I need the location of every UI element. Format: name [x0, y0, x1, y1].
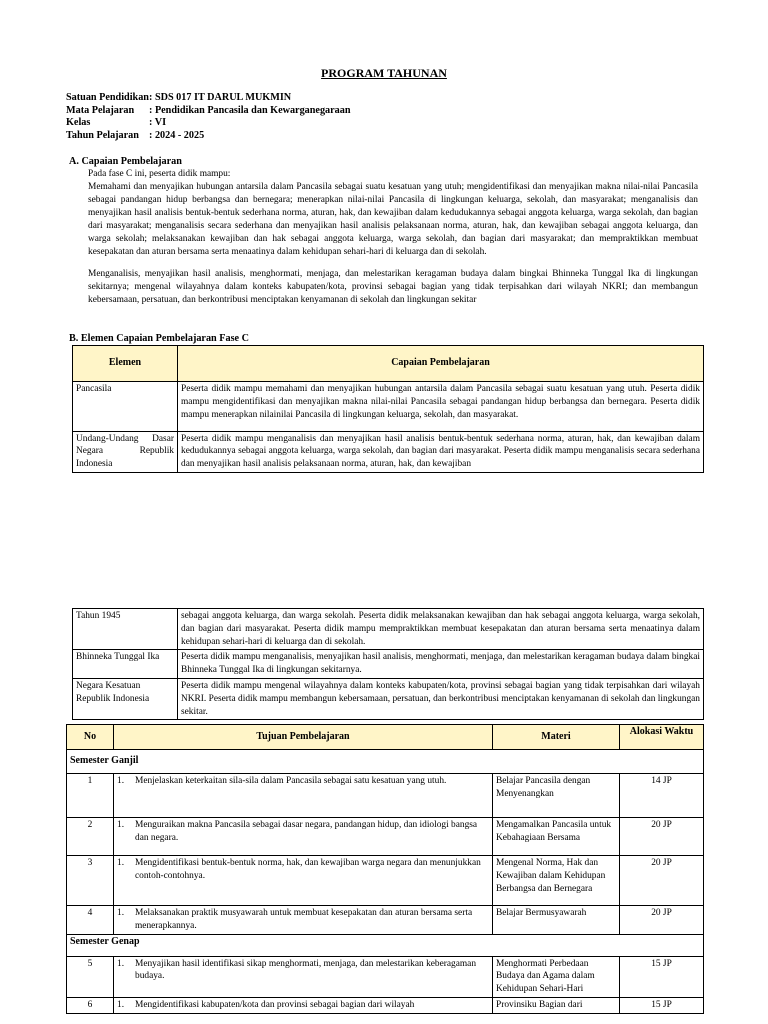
- elemen-cell: Pancasila: [73, 382, 178, 432]
- table-row: [73, 382, 704, 432]
- table-row: [67, 906, 704, 935]
- identity-label: Tahun Pelajaran: [66, 129, 139, 141]
- capaian-cell: sebagai anggota keluarga, dan warga sekolah. Peserta didik melaksanakan kewajiban dan hak sebagai anggota keluarga, warga sekolah, dan bagian dari masyarakat. Peserta didik mampu mempraktikkan membuat kesepakatan dan aturan bersama serta menaatinya dalam kehidupan sehari-hari di keluarga dan di sekolah.: [178, 609, 704, 650]
- elemen-cell: Negara Kesatuan Republik Indonesia: [73, 678, 178, 719]
- elemen-table-page-1: [72, 345, 704, 473]
- col-header-alokasi: Alokasi Waktu: [620, 725, 704, 750]
- tp-number: 1.: [117, 908, 125, 918]
- tujuan-cell: [114, 906, 493, 935]
- capaian-cell: Peserta didik mampu memahami dan menyajikan hubungan antarsila dalam Pancasila sebagai suatu kesatuan yang utuh. Peserta didik mampu mengidentifikasi dan menyajikan makna nilai-nilai Pancasila sebagai pandangan hidup berbangsa dan bernegara. Peserta didik mampu menerapkan nilainilai Pancasila di lingkungan keluarga, sekolah, dan masyarakat.: [178, 382, 704, 432]
- tp-number: 1.: [117, 776, 125, 786]
- semester-genap-label: Semester Genap: [67, 934, 704, 956]
- elemen-cell: Tahun 1945: [73, 609, 178, 650]
- materi-cell: Mengamalkan Pancasila untuk Kebahagiaan Bersama: [493, 818, 620, 856]
- identity-value: : 2024 - 2025: [149, 129, 205, 141]
- col-header-materi: Materi: [493, 725, 620, 750]
- materi-cell: Provinsiku Bagian dari: [493, 997, 620, 1013]
- table-row: [67, 818, 704, 856]
- elemen-cell: Bhinneka Tunggal Ika: [73, 650, 178, 679]
- materi-cell: Belajar Bermusyawarah: [493, 906, 620, 935]
- table-row: [67, 956, 704, 997]
- no-cell: 3: [67, 856, 114, 906]
- alokasi-cell: 15 JP: [620, 956, 704, 997]
- tp-text: Mengidentifikasi kabupaten/kota dan provinsi sebagai bagian dari wilayah: [135, 999, 415, 1010]
- col-header-tujuan: Tujuan Pembelajaran: [114, 725, 493, 750]
- section-a-intro: Pada fase C ini, peserta didik mampu:: [88, 169, 231, 179]
- identity-label: Satuan Pendidikan: [66, 92, 149, 103]
- table-row: [73, 431, 704, 472]
- tujuan-cell: [114, 774, 493, 818]
- materi-cell: Menghormati Perbedaan Budaya dan Agama dalam Kehidupan Sehari-Hari: [493, 956, 620, 997]
- table-row: [73, 609, 704, 650]
- section-a-paragraph-1: Memahami dan menyajikan hubungan antarsila dalam Pancasila sebagai suatu kesatuan yang utuh; mengidentifikasi dan menyajikan makna nilai-nilai Pancasila sebagai pandangan hidup berbangsa dan bernegara; menerapkan nilai-nilai Pancasila di lingkungan keluarga, sekolah, dan masyarakat; menganalisis dan menyajikan hasil analisis bentuk-bentuk sederhana norma, aturan, hak, dan kewajiban dalam kedudukannya sebagai anggota keluarga, warga sekolah, dan bagian dari masyarakat; menganalisis secara sederhana dan menyajikan hasil analisis pelaksanaan norma, aturan, hak, dan kewajiban sebagai anggota keluarga, dan warga sekolah; melaksanakan kewajiban dan hak sebagai anggota keluarga, warga sekolah, dan bagian dari masyarakat; dan mempraktikkan membuat kesepakatan dan aturan bersama serta menaatinya dalam kehidupan sehari-hari di keluarga dan di sekolah.: [88, 182, 698, 257]
- no-cell: 4: [67, 906, 114, 935]
- tujuan-cell: [114, 997, 493, 1013]
- capaian-cell: [178, 431, 704, 472]
- identity-label: Kelas: [66, 117, 91, 128]
- col-header-no: No: [67, 725, 114, 750]
- elemen-cell: Undang-Undang Dasar Negara Republik Indonesia: [73, 431, 178, 472]
- tp-text: Menguraikan makna Pancasila sebagai dasar negara, pandangan hidup, dan idiologi bangsa dan negara.: [135, 820, 478, 843]
- no-cell: 1: [67, 774, 114, 818]
- table-row: [73, 678, 704, 719]
- alokasi-cell: 15 JP: [620, 997, 704, 1013]
- tp-text: Melaksanakan praktik musyawarah untuk membuat kesepakatan dan aturan bersama serta menerapkannya.: [135, 908, 473, 931]
- table-row: [67, 774, 704, 818]
- identity-row: [66, 105, 351, 118]
- tp-number: 1.: [117, 820, 125, 830]
- materi-cell: Belajar Pancasila dengan Menyenangkan: [493, 774, 620, 818]
- identity-value: : SDS 017 IT DARUL MUKMIN: [149, 92, 292, 103]
- capaian-cell: Peserta didik mampu menganalisis, menyajikan hasil analisis, menghormati, menjaga, dan melestarikan keragaman budaya dalam bingkai Bhinneka Tunggal Ika di lingkungan sekitarnya.: [178, 650, 704, 679]
- capaian-text: Peserta didik mampu menganalisis dan menyajikan hasil analisis bentuk-bentuk sederhana norma, aturan, hak, dan kewajiban dalam kedudukannya sebagai anggota keluarga, warga sekolah, dan bagian dari masyarakat. Peserta didik mampu menganalisis secara sederhana dan menyajikan hasil analisis pelaksanaan norma, aturan, hak, dan kewajiban: [181, 433, 700, 470]
- tp-text: Menyajikan hasil identifikasi sikap menghormati, menjaga, dan melestarikan keberagaman budaya.: [135, 958, 477, 982]
- identity-row: [66, 117, 351, 130]
- page-title: PROGRAM TAHUNAN: [321, 66, 447, 80]
- program-table: [66, 724, 704, 1014]
- tp-number: 1.: [117, 958, 125, 969]
- tujuan-cell: [114, 818, 493, 856]
- col-header-elemen: Elemen: [73, 346, 178, 382]
- semester-ganjil-label: Semester Ganjil: [67, 750, 704, 774]
- identity-block: [66, 92, 351, 142]
- tp-number: 1.: [117, 858, 125, 868]
- identity-row: [66, 130, 351, 143]
- identity-value: : Pendidikan Pancasila dan Kewarganegaraan: [149, 104, 351, 116]
- table-row: [67, 856, 704, 906]
- alokasi-cell: 20 JP: [620, 906, 704, 935]
- tujuan-cell: [114, 956, 493, 997]
- table-row: [67, 997, 704, 1013]
- tp-number: 1.: [117, 999, 125, 1010]
- materi-cell: Mengenal Norma, Hak dan Kewajiban dalam Kehidupan Berbangsa dan Bernegara: [493, 856, 620, 906]
- section-b-heading: B. Elemen Capaian Pembelajaran Fase C: [69, 333, 249, 344]
- semester-row: [67, 750, 704, 774]
- semester-row: [67, 934, 704, 956]
- section-a-heading: A. Capaian Pembelajaran: [69, 156, 182, 167]
- tp-text: Mengidentifikasi bentuk-bentuk norma, hak, dan kewajiban warga negara dan menunjukkan contoh-contohnya.: [135, 858, 481, 881]
- tujuan-cell: [114, 856, 493, 906]
- identity-label: Mata Pelajaran: [66, 104, 135, 116]
- no-cell: 6: [67, 997, 114, 1013]
- identity-row: [66, 92, 351, 105]
- alokasi-cell: 20 JP: [620, 818, 704, 856]
- capaian-cell: Peserta didik mampu mengenal wilayahnya dalam konteks kabupaten/kota, provinsi sebagai bagian yang tidak terpisahkan dari wilayah NKRI. Peserta didik mampu membangun kebersamaan, persatuan, dan berkontribusi menciptakan kenyamanan di sekolah dan lingkungan sekitar.: [178, 678, 704, 719]
- tp-text: Menjelaskan keterkaitan sila-sila dalam Pancasila sebagai satu kesatuan yang utuh.: [135, 776, 447, 786]
- section-a-paragraph-2: Menganalisis, menyajikan hasil analisis, menghormati, menjaga, dan melestarikan keragaman budaya dalam bingkai Bhinneka Tunggal Ika di lingkungan sekitarnya; mengenal wilayahnya dalam konteks kabupaten/kota, provinsi sebagai bagian yang tidak terpisahkan dari wilayah NKRI; dan membangun kebersamaan, persatuan, dan berkontribusi menciptakan kenyamanan di sekolah dan lingkungan sekitar: [88, 269, 698, 305]
- col-header-capaian: Capaian Pembelajaran: [178, 346, 704, 382]
- no-cell: 2: [67, 818, 114, 856]
- alokasi-cell: 14 JP: [620, 774, 704, 818]
- alokasi-cell: 20 JP: [620, 856, 704, 906]
- elemen-table-page-2: [72, 608, 704, 720]
- no-cell: 5: [67, 956, 114, 997]
- identity-value: : VI: [149, 117, 167, 128]
- table-row: [73, 650, 704, 679]
